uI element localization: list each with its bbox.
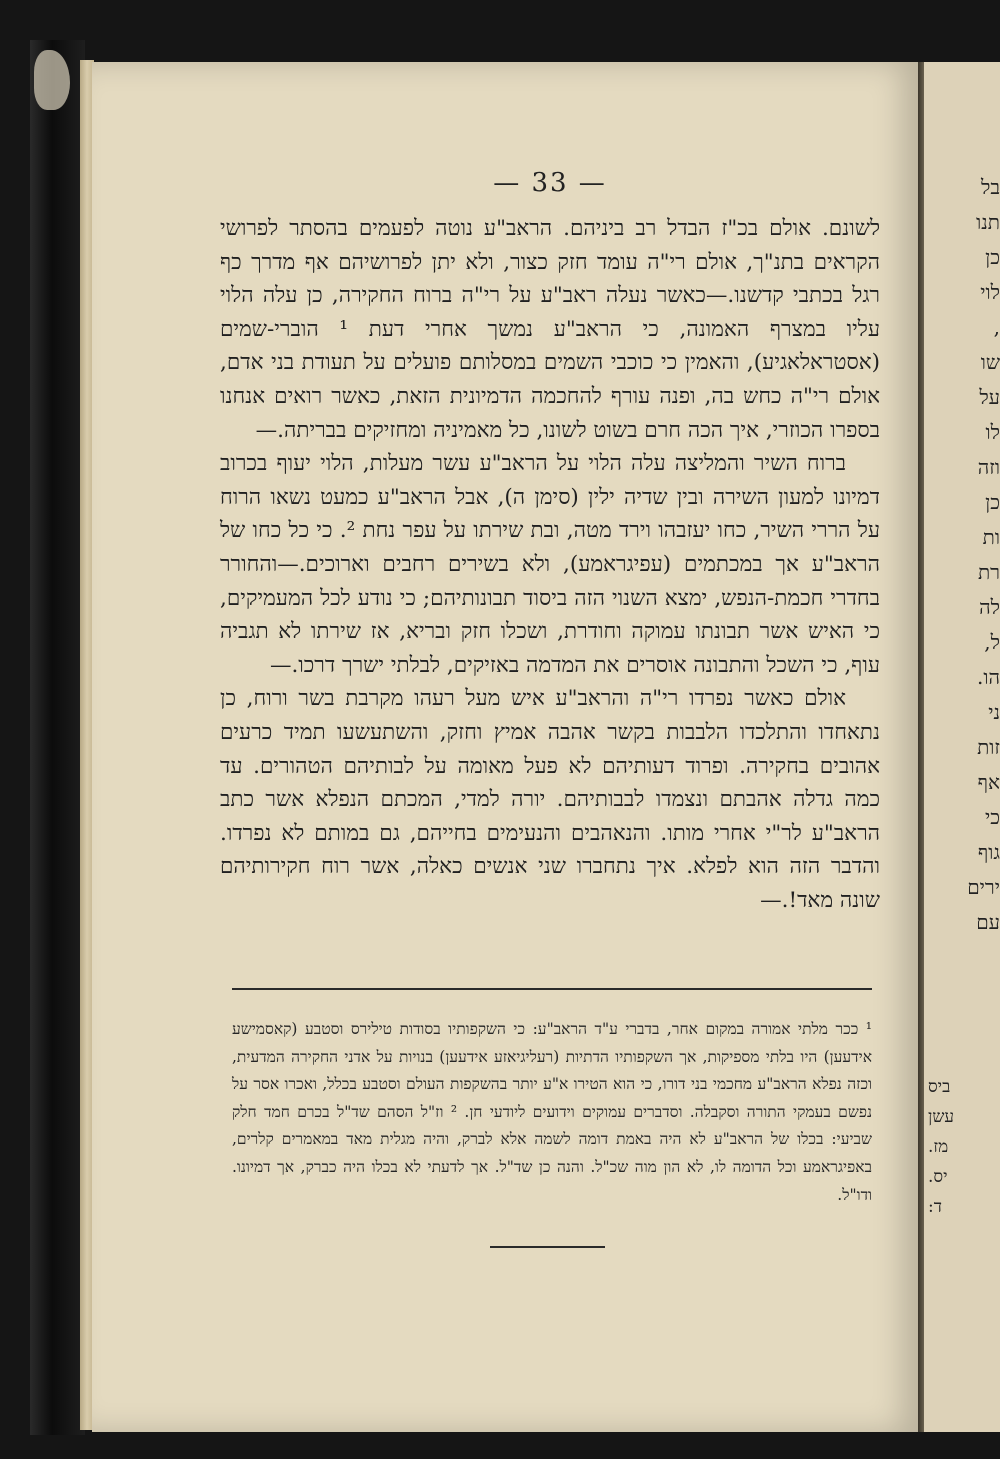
paragraph-1: לשונם. אולם בכ"ז הבדל רב ביניהם. הראב"ע נוטה לפעמים בהסתר לפרושי הקראים בתנ"ך, אולם רי"ה עומד חזק כצור, ולא יתן לפרושיהם אף מדרך כף רגל בכתבי קדשנו.—כאשר נעלה ראב"ע על רי"ה ברוח החקירה, כן עלה הלוי עליו במצרף האמונה, כי הראב"ע נמשך אחרי דעת ¹ הוברי-שמים (אסטראלאגיע), והאמין כי כוכבי השמים במסלותם פועלים על תעודת בני אדם, אולם רי"ה כחש בה, ופנה עורף להחכמה הדמיונית הזאת, כאשר רואים אנחנו בספרו הכוזרי, איך הכה חרם בשוט לשונו, כל מאמיניה ומחזיקים בבריתה.— bbox=[220, 216, 880, 443]
adjacent-line: כן bbox=[985, 245, 1000, 269]
paragraph-2: ברוח השיר והמליצה עלה הלוי על הראב"ע עשר מעלות, הלוי יעוף בכרוב דמיונו למעון השירה ובין שדיה ילין (סימן ה), אבל הראב"ע כמעט נשאו הרוח על הררי השיר, כחו יעזבהו וירד מטה, ובת שירתו על עפר נחת ². כי כל כחו של הראב"ע אך במכתמים (עפיגראמע), ולא בשירים רחבים וארוכים.—והחורר בחדרי חכמת-הנפש, ימצא השנוי הזה ביסוד תבונותיהם; כי נודע לכל המעמיקים, כי האיש אשר תבונתו עמוקה וחודרת, ושכלו חזק ובריא, אז שירתו לא תגביה עוף, כי השכל והתבונה אוסרים את המדמה באזיקים, לבלתי ישרך דרכו.— bbox=[220, 451, 880, 678]
adjacent-line: ות bbox=[982, 525, 1000, 549]
end-rule bbox=[490, 1246, 605, 1248]
page-number: — 33 — bbox=[493, 168, 607, 198]
adjacent-line: לוי bbox=[980, 280, 1000, 304]
adjacent-line: זות bbox=[977, 735, 1000, 759]
footnote-separator bbox=[232, 988, 872, 990]
adjacent-line: , bbox=[993, 315, 1000, 339]
adjacent-line: גוף bbox=[977, 840, 1000, 864]
adjacent-line: יס. bbox=[928, 1167, 948, 1187]
book-spine bbox=[30, 40, 85, 1435]
adjacent-line: כי bbox=[984, 805, 1000, 829]
paragraph-3: אולם כאשר נפרדו רי"ה והראב"ע איש מעל רעהו מקרבת בשר ורוח, כן נתאחדו והתלכדו הלבבות בקשר אהבה אמיץ וחזק, והשתעשעו תמיד כרעים אהובים בחקירה. ופרוד דעותיהם לא פעל מאומה על לבותיהם הטהורים. עד כמה גדלה אהבתם ונצמדו לבבותיהם. יורה למדי, המכתם הנפלא אשר כתב הראב"ע לר"י אחרי מותו. והנאהבים והנעימים בחייהם, גם במותם לא נפרדו. והדבר הזה הוא לפלא. איך נתחברו שני אנשים כאלה, אשר רוח חקירותיהם שונה מאד!.— bbox=[220, 686, 880, 913]
adjacent-line: כן bbox=[985, 490, 1000, 514]
adjacent-line: ירים bbox=[967, 875, 1000, 899]
adjacent-line: לו bbox=[985, 420, 1000, 444]
adjacent-line: ני bbox=[988, 700, 1000, 724]
adjacent-line: עם bbox=[976, 910, 1000, 934]
adjacent-line: ל, bbox=[984, 630, 1000, 654]
adjacent-line: על bbox=[979, 385, 1000, 409]
adjacent-line: מז. bbox=[928, 1137, 949, 1157]
adjacent-line: עשן bbox=[928, 1107, 954, 1127]
adjacent-line: ביס bbox=[928, 1077, 951, 1097]
adjacent-line: בל bbox=[981, 175, 1000, 199]
adjacent-line: אף bbox=[977, 770, 1000, 794]
adjacent-line: רת bbox=[977, 560, 1000, 584]
adjacent-page-footnote-text bbox=[928, 1072, 1000, 1222]
adjacent-line: שו bbox=[980, 350, 1000, 374]
adjacent-page-text bbox=[928, 170, 1000, 940]
adjacent-line: לה bbox=[979, 595, 1000, 619]
main-text bbox=[220, 212, 880, 917]
adjacent-line: וזה bbox=[977, 455, 1000, 479]
adjacent-line: תנו bbox=[976, 210, 1000, 234]
adjacent-line: הו. bbox=[977, 665, 1000, 689]
footnotes: ¹ ככר מלתי אמורה במקום אחר, בדברי ע"ד הראב"ע: כי השקפותיו בסודות טילירס וסטבע (קאסמישע אידעען) היו בלתי מספיקות, אך השקפותיו הדתיות (רעליגיאזע אידעען) בנויות על אדני החקירה המדעית, וכזה נפלא הראב"ע מחכמי בני דורו, כי הוא הטירו א"ע יותר בהשקפות העולם וסטבע בכלל, ואכרו אסר על נפשם בעמקי התורה וסקבלה. וסדברים עמוקים וידועים ליודעי חן. ² וז"ל הסהם שד"ל בכרם חמד חלק שביעי: בכלו של הראב"ע לא היה באמת דומה לשמה אלא לברק, והיה מגלית מאד במאמרים קלרים, באפיגראמע וכל הדומה לו, לא הון מוה שכ"ל. והנה כן שד"ל. אך לדעתי לא בכלו היה כברק, אך דמיונו. ודו"ל. bbox=[232, 1020, 872, 1204]
adjacent-line: ד: bbox=[928, 1197, 942, 1217]
